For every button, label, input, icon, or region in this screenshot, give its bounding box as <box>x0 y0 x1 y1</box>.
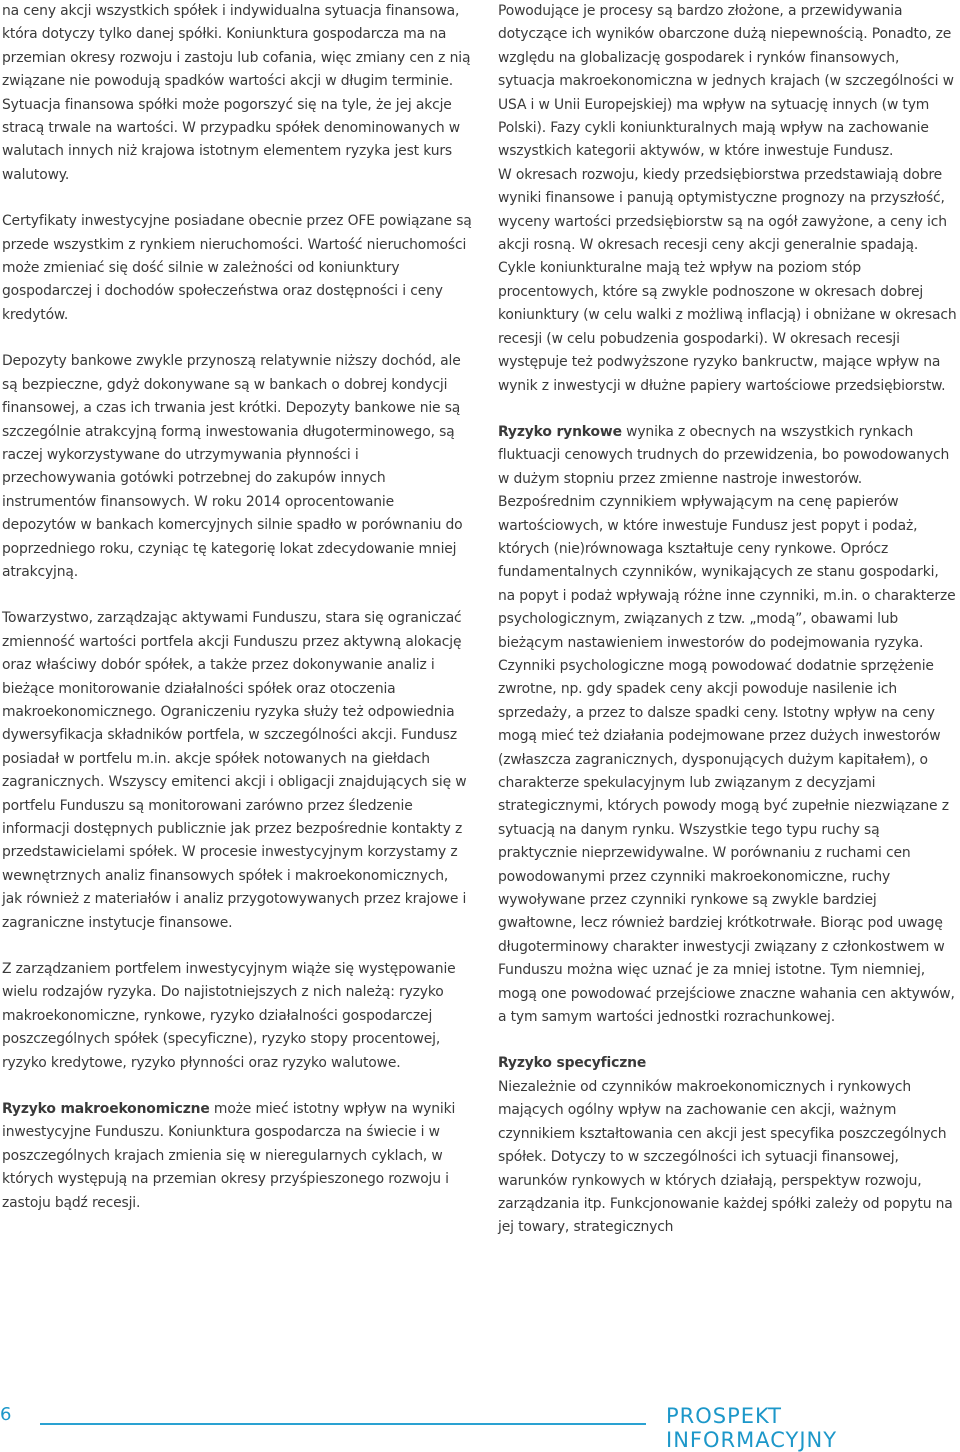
paragraph: Z zarządzaniem portfelem inwestycyjnym wiąże się występowanie wielu rodzajów ryzyka. Do najistotniejszych z nich należą: ryzyko makroekonomiczne, rynkowe, ryzyko działalności gospodarczej poszczególnych spółek (specyficzne), ryzyko stopy procentowej, ryzyko kredytowe, ryzyko płynności oraz ryzyko walutowe. <box>2 961 456 1071</box>
paragraph: W okresach rozwoju, kiedy przedsiębiorstwa przedstawiają dobre wyniki finansowe i panują optymistyczne prognozy na przyszłość, wyceny wartości przedsiębiorstw są na ogół zawyżone, a ceny ich akcji rosną. W okresach recesji ceny akcji generalnie spadają. Cykle koniunkturalne mają też wpływ na poziom stóp procentowych, które są zwykle podnoszone w okresach dobrej koniunktury (w celu walki z możliwą inflacją) i obniżane w okresach recesji (w celu pobudzenia gospodarki). W okresach recesji występuje też podwyższone ryzyko bankructw, mające wpływ na wynik z inwestycji w dłużne papiery wartościowe przedsiębiorstw. <box>498 166 957 394</box>
paragraph <box>2 1098 472 1215</box>
left-column <box>2 0 472 1215</box>
section-heading: Ryzyko specyficzne <box>498 1055 647 1072</box>
paragraph <box>498 421 958 1030</box>
footer-divider <box>40 1423 646 1425</box>
paragraph: na ceny akcji wszystkich spółek i indywidualna sytuacja finansowa, która dotyczy tylko danej spółki. Koniunktura gospodarcza ma na przemian okresy rozwoju i zastoju lub cofania, więc zmiany cen z nią związane nie powodują spadków wartości akcji w długim terminie. Sytuacja finansowa spółki może pogorszyć się na tyle, że jej akcje stracą trwale na wartości. W przypadku spółek denominowanych w walutach innych niż krajowa istotnym elementem ryzyka jest kurs walutowy. <box>2 3 471 183</box>
paragraph: Certyfikaty inwestycyjne posiadane obecnie przez OFE powiązane są przede wszystkim z rynkiem nieruchomości. Wartość nieruchomości może zmieniać się dość silnie w zależności od koniunktury gospodarczej i dochodów społeczeństwa oraz dostępności i ceny kredytów. <box>2 213 472 323</box>
paragraph-body: może mieć istotny wpływ na wyniki inwestycyjne Funduszu. Koniunktura gospodarcza na świecie i w poszczególnych krajach zmienia się w nieregularnych cyklach, w których występują na przemian okresy przyśpieszonego rozwoju i zastoju bądź recesji. <box>2 1101 456 1211</box>
section-heading: Ryzyko rynkowe <box>498 423 622 440</box>
footer-title: PROSPEKT INFORMACYJNY <box>666 1404 838 1452</box>
paragraph: Powodujące je procesy są bardzo złożone, a przewidywania dotyczące ich wyników obarczone dużą niepewnością. Ponadto, ze względu na globalizację gospodarek i rynków finansowych, sytuacja makroekonomiczna w jednych krajach (w szczególności w USA i w Unii Europejskiej) ma wpływ na sytuację innych (w tym Polski). Fazy cykli koniunkturalnych mają wpływ na zachowanie wszystkich kategorii aktywów, w które inwestuje Fundusz. <box>498 3 954 160</box>
paragraph-body: wynika z obecnych na wszystkich rynkach fluktuacji cenowych trudnych do przewidzenia, bo powodowanych w dużym stopniu przez zmienne nastroje inwestorów. Bezpośrednim czynnikiem wpływającym na cenę papierów wartościowych, w które inwestuje Fundusz jest popyt i podaż, których (nie)równowaga kształtuje ceny rynkowe. Oprócz fundamentalnych czynników, wynikających ze stanu gospodarki, na popyt i podaż wpływają różne inne czynniki, m.in. o charakterze psychologicznym, związanych z tzw. „modą”, obawami lub bieżącym nastawieniem inwestorów do podejmowania ryzyka. Czynniki psychologiczne mogą powodować dodatnie sprzężenie zwrotne, np. gdy spadek ceny akcji powoduje nasilenie ich sprzedaży, a przez to dalsze spadki ceny. Istotny wpływ na ceny mogą mieć też działania podejmowane przez dużych inwestorów (zwłaszcza zagranicznych, dysponujących dużym kapitałem), o charakterze spekulacyjnym lub związanym z decyzjami strategicznymi, których powody mogą być zupełnie niezwiązane z sytuacją na danym rynku. Wszystkie tego typu ruchy są praktycznie nieprzewidywalne. W porównaniu z ruchami cen powodowanymi przez czynniki makroekonomiczne, ruchy wywoływane przez czynniki rynkowe są zwykle bardziej gwałtowne, lecz również bardziej krótkotrwałe. Biorąc pod uwagę długoterminowy charakter inwestycji związany z członkostwem w Funduszu można więc uznać je za mniej istotne. Tym niemniej, mogą one powodować przejściowe znaczne wahania cen aktywów, a tym samym wartości jednostki rozrachunkowej. <box>498 423 956 1026</box>
paragraph: Towarzystwo, zarządzając aktywami Funduszu, stara się ograniczać zmienność wartości portfela akcji Funduszu przez aktywną alokację oraz właściwy dobór spółek, a także przez dokonywanie analiz i bieżące monitorowanie działalności spółek oraz otoczenia makroekonomicznego. Ograniczeniu ryzyka służy też odpowiednia dywersyfikacja składników portfela, w szczególności akcji. Fundusz posiadał w portfelu m.in. akcje spółek notowanych na giełdach zagranicznych. Wszyscy emitenci akcji i obligacji znajdujących się w portfelu Funduszu są monitorowani zarówno przez śledzenie informacji dostępnych publicznie jak przez bezpośrednie kontakty z przedstawicielami spółek. W procesie inwestycyjnym korzystamy z wewnętrznych analiz finansowych spółek i makroekonomicznych, jak również z materiałów i analiz przygotowywanych przez krajowe i zagraniczne instytucje finansowe. <box>2 610 467 931</box>
paragraph: Niezależnie od czynników makroekonomicznych i rynkowych mających ogólny wpływ na zachowanie cen akcji, ważnym czynnikiem kształtowania cen akcji jest specyfika poszczególnych spółek. Dotyczy to w szczególności ich sytuacji finansowej, warunków rynkowych w których działają, perspektyw rozwoju, zarządzania itp. Funkcjonowanie każdej spółki zależy od popytu na jej towary, strategicznych <box>498 1078 953 1236</box>
paragraph: Depozyty bankowe zwykle przynoszą relatywnie niższy dochód, ale są bezpieczne, gdyż dokonywane są w bankach o dobrej kondycji finansowej, a czas ich trwania jest krótki. Depozyty bankowe nie są szczególnie atrakcyjną formą inwestowania długoterminowego, są raczej wykorzystywane do utrzymywania płynności i przechowywania gotówki potrzebnej do zakupów innych instrumentów finansowych. W roku 2014 oprocentowanie depozytów w bankach komercyjnych silnie spadło w porównaniu do poprzedniego roku, czyniąc tę kategorię lokat zdecydowanie mniej atrakcyjną. <box>2 353 463 580</box>
page-number: 6 <box>0 1404 12 1425</box>
right-column <box>498 0 958 1240</box>
section-heading: Ryzyko makroekonomiczne <box>2 1101 210 1118</box>
